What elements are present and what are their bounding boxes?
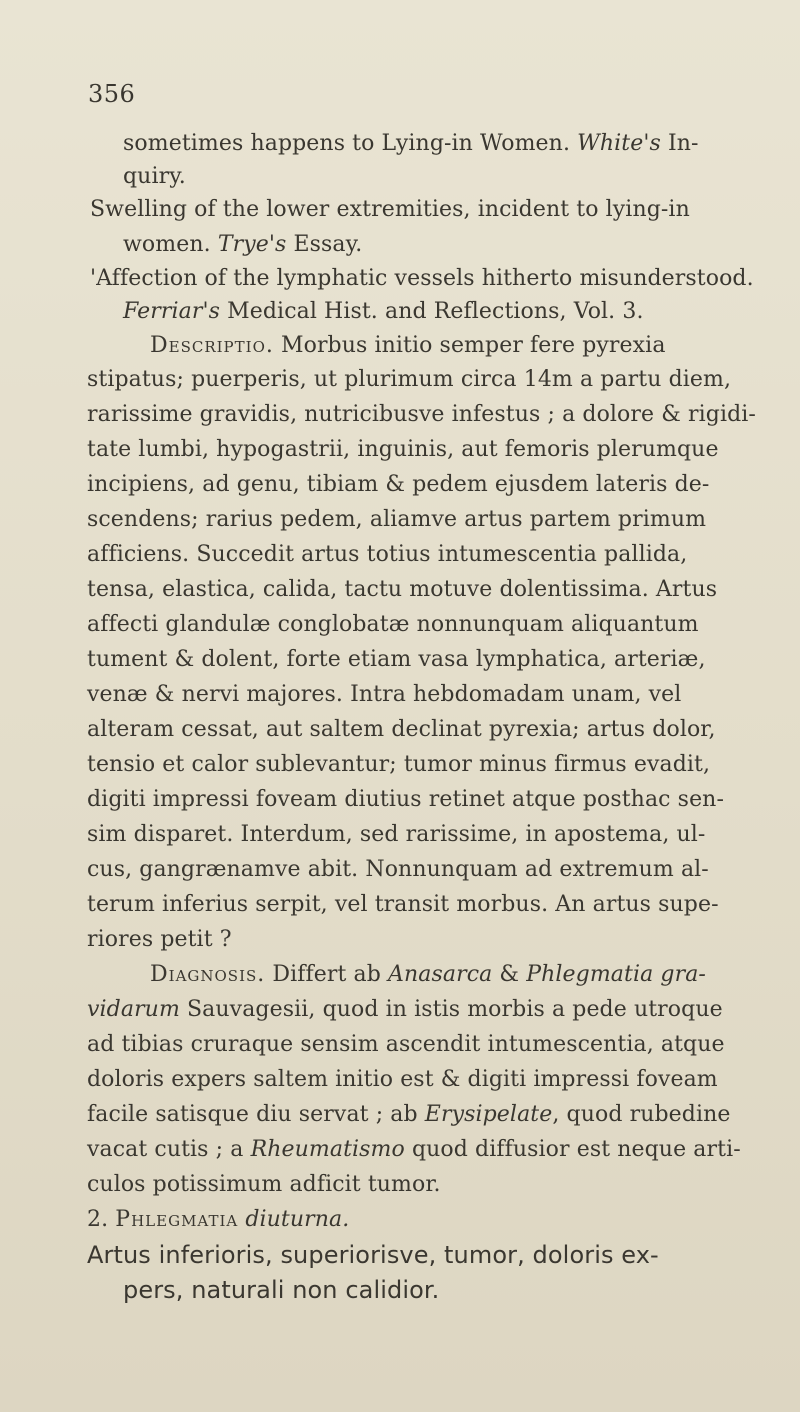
text-line: sometimes happens to Lying-in Women. White's In- bbox=[123, 131, 699, 156]
text-line: 'Affection of the lymphatic vessels hitherto misunderstood. bbox=[90, 266, 754, 291]
text-line: stipatus; puerperis, ut plurimum circa 14m a partu diem, bbox=[87, 367, 732, 392]
section-heading-descriptio: Descriptio. bbox=[150, 333, 274, 358]
text-line: rarissime gravidis, nutricibusve infestus ; a dolore & rigidi- bbox=[87, 402, 756, 427]
text-line: doloris expers saltem initio est & digiti impressi foveam bbox=[87, 1067, 718, 1092]
page-number: 356 bbox=[88, 80, 136, 108]
text-line: pers, naturali non calidior. bbox=[123, 1276, 440, 1304]
text-line: culos potissimum adficit tumor. bbox=[87, 1172, 441, 1197]
text-line: tensa, elastica, calida, tactu motuve dolentissima. Artus bbox=[87, 577, 718, 602]
text-line: incipiens, ad genu, tibiam & pedem ejusdem lateris de- bbox=[87, 472, 710, 497]
text-line: afficiens. Succedit artus totius intumescentia pallida, bbox=[87, 542, 688, 567]
text-line: scendens; rarius pedem, aliamve artus partem primum bbox=[87, 507, 707, 532]
text-line: digiti impressi foveam diutius retinet atque posthac sen- bbox=[87, 787, 724, 812]
text-line: affecti glandulæ conglobatæ nonnunquam aliquantum bbox=[87, 612, 699, 637]
text-line: Artus inferioris, superiorisve, tumor, doloris ex- bbox=[87, 1241, 659, 1269]
text-line: Ferriar's Medical Hist. and Reflections, Vol. 3. bbox=[123, 299, 644, 324]
text-line: venæ & nervi majores. Intra hebdomadam unam, vel bbox=[87, 682, 682, 707]
text-line: vacat cutis ; a Rheumatismo quod diffusior est neque arti- bbox=[87, 1137, 741, 1162]
text-line: cus, gangrænamve abit. Nonnunquam ad extremum al- bbox=[87, 857, 709, 882]
text-line: facile satisque diu servat ; ab Erysipelate, quod rubedine bbox=[87, 1102, 731, 1127]
text-line: tate lumbi, hypogastrii, inguinis, aut femoris plerumque bbox=[87, 437, 719, 462]
text-line: sim disparet. Interdum, sed rarissime, in apostema, ul- bbox=[87, 822, 706, 847]
text-line: vidarum Sauvagesii, quod in istis morbis a pede utroque bbox=[87, 997, 723, 1022]
text-line: tensio et calor sublevantur; tumor minus firmus evadit, bbox=[87, 752, 711, 777]
text-line: Diagnosis. Differt ab Anasarca & Phlegmatia gra- bbox=[150, 962, 706, 987]
text-line: Swelling of the lower extremities, incident to lying-in bbox=[90, 197, 690, 222]
text-line: terum inferius serpit, vel transit morbus. An artus supe- bbox=[87, 892, 719, 917]
text-line: ad tibias cruraque sensim ascendit intumescentia, atque bbox=[87, 1032, 725, 1057]
text-line: riores petit ? bbox=[87, 927, 232, 952]
text-line: alteram cessat, aut saltem declinat pyrexia; artus dolor, bbox=[87, 717, 716, 742]
text-line: Descriptio. Morbus initio semper fere pyrexia bbox=[150, 333, 666, 358]
section-heading-phlegmatia-diuturna: 2. Phlegmatia diuturna. bbox=[87, 1207, 350, 1232]
text-line: quiry. bbox=[123, 164, 186, 189]
text-line: women. Trye's Essay. bbox=[123, 232, 363, 257]
section-heading-diagnosis: Diagnosis. bbox=[150, 962, 266, 987]
text-line: tument & dolent, forte etiam vasa lymphatica, arteriæ, bbox=[87, 647, 706, 672]
